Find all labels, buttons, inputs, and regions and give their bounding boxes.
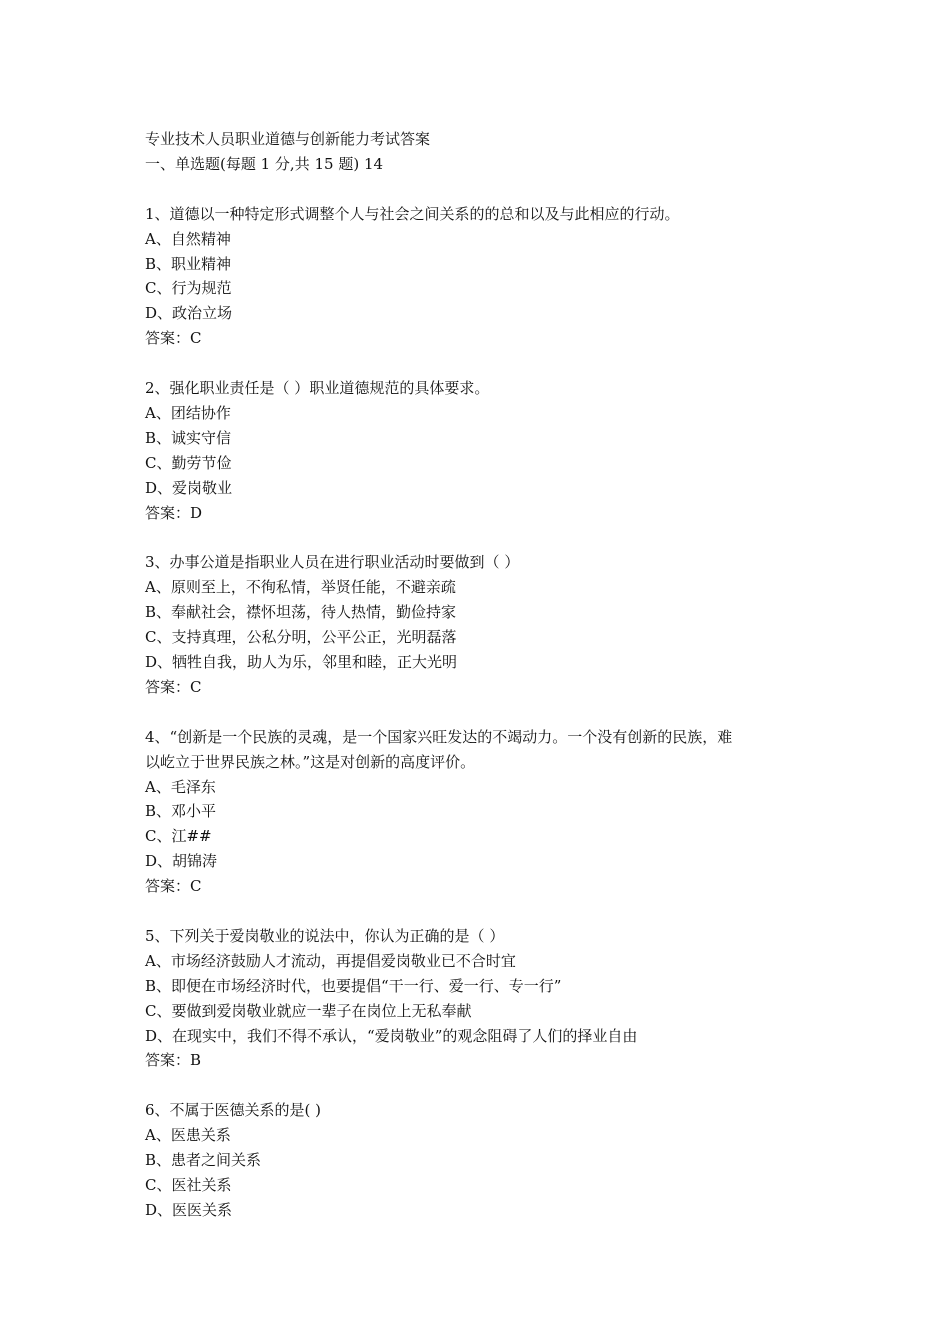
option-b: B、邓小平 bbox=[145, 802, 217, 821]
option-a: A、毛泽东 bbox=[145, 777, 216, 796]
question-5 bbox=[145, 924, 825, 1073]
document-page bbox=[145, 127, 825, 1223]
section-title: 一、单选题(每题 1 分,共 15 题) 14 bbox=[145, 154, 384, 173]
option-d: D、牺牲自我，助人为乐，邻里和睦，正大光明 bbox=[145, 652, 458, 671]
question-stem-line-2: 以屹立于世界民族之林。”这是对创新的高度评价。 bbox=[145, 752, 476, 771]
option-d: D、医医关系 bbox=[145, 1200, 233, 1219]
question-stem: 6、不属于医德关系的是( ) bbox=[145, 1101, 322, 1120]
option-b: B、奉献社会，襟怀坦荡，待人热情，勤俭持家 bbox=[145, 603, 457, 622]
answer: 答案：C bbox=[145, 329, 202, 348]
document-title: 专业技术人员职业道德与创新能力考试答案 bbox=[145, 130, 431, 148]
option-c: C、医社关系 bbox=[145, 1175, 232, 1194]
option-c: C、要做到爱岗敬业就应一辈子在岗位上无私奉献 bbox=[145, 1001, 472, 1020]
option-a: A、医患关系 bbox=[145, 1126, 231, 1145]
option-d: D、政治立场 bbox=[145, 304, 233, 323]
question-6 bbox=[145, 1098, 825, 1223]
option-b: B、职业精神 bbox=[145, 254, 232, 273]
option-b: B、诚实守信 bbox=[145, 428, 232, 447]
option-c: C、支持真理，公私分明，公平公正，光明磊落 bbox=[145, 628, 457, 647]
option-d: D、在现实中，我们不得不承认，“爱岗敬业”的观念阻碍了人们的择业自由 bbox=[145, 1026, 638, 1045]
question-stem: 3、办事公道是指职业人员在进行职业活动时要做到（ ） bbox=[145, 553, 520, 572]
option-a: A、原则至上，不徇私情，举贤任能，不避亲疏 bbox=[145, 578, 456, 597]
option-c: C、江## bbox=[145, 827, 212, 846]
spacer bbox=[145, 351, 825, 376]
spacer bbox=[145, 177, 825, 202]
answer: 答案：D bbox=[145, 503, 203, 522]
option-d: D、胡锦涛 bbox=[145, 852, 218, 871]
question-1 bbox=[145, 202, 825, 351]
question-3 bbox=[145, 550, 825, 699]
question-4 bbox=[145, 725, 825, 899]
option-b: B、患者之间关系 bbox=[145, 1151, 262, 1170]
answer: 答案：B bbox=[145, 1051, 202, 1070]
spacer bbox=[145, 1073, 825, 1098]
question-stem: 5、下列关于爱岗敬业的说法中，你认为正确的是（ ） bbox=[145, 926, 505, 945]
option-a: A、团结协作 bbox=[145, 403, 231, 422]
answer: 答案：C bbox=[145, 677, 202, 696]
option-c: C、行为规范 bbox=[145, 279, 232, 298]
option-c: C、勤劳节俭 bbox=[145, 453, 232, 472]
spacer bbox=[145, 525, 825, 550]
spacer bbox=[145, 899, 825, 924]
question-stem: 2、强化职业责任是（ ）职业道德规范的具体要求。 bbox=[145, 379, 490, 398]
question-stem: 1、道德以一种特定形式调整个人与社会之间关系的的总和以及与此相应的行动。 bbox=[145, 204, 680, 223]
option-a: A、市场经济鼓励人才流动，再提倡爱岗敬业已不合时宜 bbox=[145, 951, 516, 970]
question-stem-line-1: 4、“创新是一个民族的灵魂，是一个国家兴旺发达的不竭动力。一个没有创新的民族，难 bbox=[145, 727, 733, 746]
answer: 答案：C bbox=[145, 877, 202, 896]
spacer bbox=[145, 700, 825, 725]
question-2 bbox=[145, 376, 825, 525]
option-d: D、爱岗敬业 bbox=[145, 478, 233, 497]
option-a: A、自然精神 bbox=[145, 229, 231, 248]
option-b: B、即便在市场经济时代，也要提倡“干一行、爱一行、专一行” bbox=[145, 976, 562, 995]
